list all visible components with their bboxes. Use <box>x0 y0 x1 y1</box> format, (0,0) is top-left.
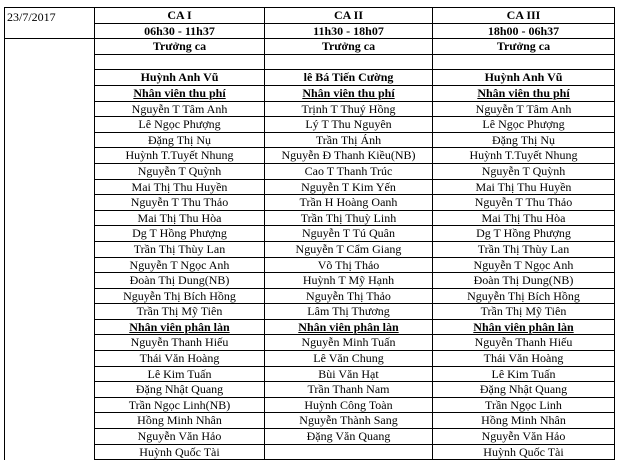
staff-name-cell: Nguyễn Thanh Hiếu <box>433 335 615 351</box>
shift-1-leader: Huỳnh Anh Vũ <box>95 70 265 86</box>
blank-cell <box>5 148 95 164</box>
shift-1-leader-label: Trưởng ca <box>95 39 265 55</box>
staff-name-cell: Đặng Nhật Quang <box>95 382 265 398</box>
staff-name-cell: Nguyễn T Ngọc Anh <box>95 257 265 273</box>
blank-cell <box>5 101 95 117</box>
blank-cell <box>5 366 95 382</box>
shift-3-name: CA III <box>433 8 615 24</box>
blank-cell <box>5 273 95 289</box>
staff-name-cell: Nguyễn Thanh Hiếu <box>95 335 265 351</box>
staff-name-cell: Võ Thị Thảo <box>265 257 433 273</box>
blank-cell <box>5 382 95 398</box>
staff-name-cell: Trần Thị Ánh <box>265 132 433 148</box>
shift-2-name: CA II <box>265 8 433 24</box>
blank-cell <box>5 54 95 70</box>
lane-staff-row <box>5 351 615 367</box>
blank-cell <box>5 163 95 179</box>
staff-name-cell: Thái Văn Hoàng <box>433 351 615 367</box>
lane-staff-row <box>5 335 615 351</box>
blank-cell <box>5 226 95 242</box>
staff-name-cell: Nguyễn Văn Hảo <box>433 429 615 445</box>
toll-staff-row <box>5 226 615 242</box>
toll-staff-row <box>5 195 615 211</box>
staff-name-cell: Huỳnh T Mỹ Hạnh <box>265 273 433 289</box>
staff-name-cell: Nguyễn Đ Thanh Kiều(NB) <box>265 148 433 164</box>
blank-cell <box>5 210 95 226</box>
blank-cell <box>5 444 95 460</box>
blank-cell <box>5 195 95 211</box>
blank-cell <box>95 54 265 70</box>
lane-staff-row <box>5 397 615 413</box>
staff-name-cell <box>265 444 433 460</box>
toll-staff-row <box>5 117 615 133</box>
blank-cell <box>5 319 95 335</box>
staff-name-cell: Lê Ngọc Phượng <box>95 117 265 133</box>
toll-section-label: Nhân viên thu phí <box>433 85 615 101</box>
lane-section-label: Nhân viên phân làn <box>95 319 265 335</box>
blank-cell <box>433 54 615 70</box>
blank-cell <box>5 335 95 351</box>
staff-name-cell: Mai Thị Thu Huyền <box>433 179 615 195</box>
lane-staff-row <box>5 413 615 429</box>
blank-cell <box>5 257 95 273</box>
staff-name-cell: Hồng Minh Nhân <box>433 413 615 429</box>
blank-cell <box>5 117 95 133</box>
blank-cell <box>265 54 433 70</box>
toll-section-row <box>5 85 615 101</box>
spacer-row <box>5 54 615 70</box>
staff-name-cell: Đặng Nhật Quang <box>433 382 615 398</box>
toll-staff-row <box>5 210 615 226</box>
shift-1-name: CA I <box>95 8 265 24</box>
shift-3-leader: Huỳnh Anh Vũ <box>433 70 615 86</box>
blank-cell <box>5 70 95 86</box>
toll-staff-row <box>5 304 615 320</box>
staff-name-cell: Nguyễn Minh Tuấn <box>265 335 433 351</box>
staff-name-cell: Đặng Thị Nụ <box>433 132 615 148</box>
leader-row <box>5 70 615 86</box>
staff-name-cell: Đặng Văn Quang <box>265 429 433 445</box>
shift-3-leader-label: Trưởng ca <box>433 39 615 55</box>
staff-name-cell: Nguyễn Thành Sang <box>265 413 433 429</box>
leader-label-row <box>5 39 615 55</box>
staff-name-cell: Mai Thị Thu Hòa <box>433 210 615 226</box>
staff-name-cell: Trần Thị Thùy Lan <box>95 241 265 257</box>
toll-staff-row <box>5 148 615 164</box>
toll-staff-row <box>5 101 615 117</box>
staff-name-cell: Nguyễn T Thu Thảo <box>433 195 615 211</box>
staff-name-cell: Trần H Hoàng Oanh <box>265 195 433 211</box>
lane-section-label: Nhân viên phân làn <box>433 319 615 335</box>
staff-name-cell: Nguyễn T Quỳnh <box>95 163 265 179</box>
staff-name-cell: Hồng Minh Nhân <box>95 413 265 429</box>
toll-staff-row <box>5 163 615 179</box>
blank-cell <box>5 132 95 148</box>
staff-name-cell: Lê Kim Tuấn <box>95 366 265 382</box>
staff-name-cell: Cao T Thanh Trúc <box>265 163 433 179</box>
shift-2-leader-label: Trưởng ca <box>265 39 433 55</box>
staff-name-cell: Đặng Thị Nụ <box>95 132 265 148</box>
blank-cell <box>5 179 95 195</box>
staff-name-cell: Nguyễn T Cẩm Giang <box>265 241 433 257</box>
staff-name-cell: Nguyễn T Kim Yến <box>265 179 433 195</box>
toll-staff-row <box>5 273 615 289</box>
toll-staff-row <box>5 241 615 257</box>
staff-name-cell: Trần Ngọc Linh <box>433 397 615 413</box>
staff-name-cell: Nguyễn T Tâm Anh <box>95 101 265 117</box>
staff-name-cell: Dg T Hồng Phượng <box>433 226 615 242</box>
lane-staff-row <box>5 382 615 398</box>
blank-cell <box>5 351 95 367</box>
staff-name-cell: Đoàn Thị Dung(NB) <box>433 273 615 289</box>
shift-schedule-table <box>4 7 615 460</box>
staff-name-cell: Trần Thanh Nam <box>265 382 433 398</box>
shift-name-row <box>5 8 615 24</box>
staff-name-cell: Mai Thị Thu Huyền <box>95 179 265 195</box>
blank-cell <box>5 39 95 55</box>
shift-2-leader: lê Bá Tiến Cường <box>265 70 433 86</box>
lane-staff-row <box>5 444 615 460</box>
staff-name-cell: Bùi Văn Hạt <box>265 366 433 382</box>
toll-section-label: Nhân viên thu phí <box>265 85 433 101</box>
staff-name-cell: Nguyễn T Tú Quân <box>265 226 433 242</box>
staff-name-cell: Lâm Thị Thương <box>265 304 433 320</box>
staff-name-cell: Dg T Hồng Phượng <box>95 226 265 242</box>
staff-name-cell: Nguyễn T Ngọc Anh <box>433 257 615 273</box>
toll-section-label: Nhân viên thu phí <box>95 85 265 101</box>
staff-name-cell: Lê Ngọc Phượng <box>433 117 615 133</box>
staff-name-cell: Nguyễn Văn Hảo <box>95 429 265 445</box>
staff-name-cell: Lê Văn Chung <box>265 351 433 367</box>
staff-name-cell: Trịnh T Thuý Hồng <box>265 101 433 117</box>
toll-staff-row <box>5 257 615 273</box>
toll-staff-row <box>5 179 615 195</box>
staff-name-cell: Huỳnh T.Tuyết Nhung <box>433 148 615 164</box>
shift-1-time: 06h30 - 11h37 <box>95 23 265 39</box>
staff-name-cell: Thái Văn Hoàng <box>95 351 265 367</box>
lane-section-row <box>5 319 615 335</box>
blank-cell <box>5 241 95 257</box>
staff-name-cell: Nguyễn Thị Bích Hồng <box>95 288 265 304</box>
staff-name-cell: Huỳnh Quốc Tài <box>95 444 265 460</box>
toll-staff-row <box>5 132 615 148</box>
staff-name-cell: Nguyễn Thị Bích Hồng <box>433 288 615 304</box>
staff-name-cell: Trần Ngọc Linh(NB) <box>95 397 265 413</box>
staff-name-cell: Trần Thị Thuỳ Linh <box>265 210 433 226</box>
blank-cell <box>5 288 95 304</box>
staff-name-cell: Đoàn Thị Dung(NB) <box>95 273 265 289</box>
lane-staff-row <box>5 429 615 445</box>
blank-cell <box>5 413 95 429</box>
staff-name-cell: Nguyễn T Tâm Anh <box>433 101 615 117</box>
staff-name-cell: Nguyễn T Quỳnh <box>433 163 615 179</box>
date-cell: 23/7/2017 <box>5 8 95 39</box>
shift-2-time: 11h30 - 18h07 <box>265 23 433 39</box>
blank-cell <box>5 304 95 320</box>
staff-name-cell: Huỳnh Công Toàn <box>265 397 433 413</box>
staff-name-cell: Lý T Thu Nguyên <box>265 117 433 133</box>
staff-name-cell: Trần Thị Thùy Lan <box>433 241 615 257</box>
staff-name-cell: Huỳnh T.Tuyết Nhung <box>95 148 265 164</box>
lane-staff-row <box>5 366 615 382</box>
blank-cell <box>5 397 95 413</box>
staff-name-cell: Trần Thị Mỹ Tiên <box>433 304 615 320</box>
staff-name-cell: Lê Kim Tuấn <box>433 366 615 382</box>
staff-name-cell: Mai Thị Thu Hòa <box>95 210 265 226</box>
staff-name-cell: Nguyễn Thị Thảo <box>265 288 433 304</box>
lane-section-label: Nhân viên phân làn <box>265 319 433 335</box>
blank-cell <box>5 429 95 445</box>
blank-cell <box>5 85 95 101</box>
shift-time-row <box>5 23 615 39</box>
staff-name-cell: Nguyễn T Thu Thảo <box>95 195 265 211</box>
toll-staff-row <box>5 288 615 304</box>
shift-3-time: 18h00 - 06h37 <box>433 23 615 39</box>
staff-name-cell: Huỳnh Quốc Tài <box>433 444 615 460</box>
staff-name-cell: Trần Thị Mỹ Tiên <box>95 304 265 320</box>
